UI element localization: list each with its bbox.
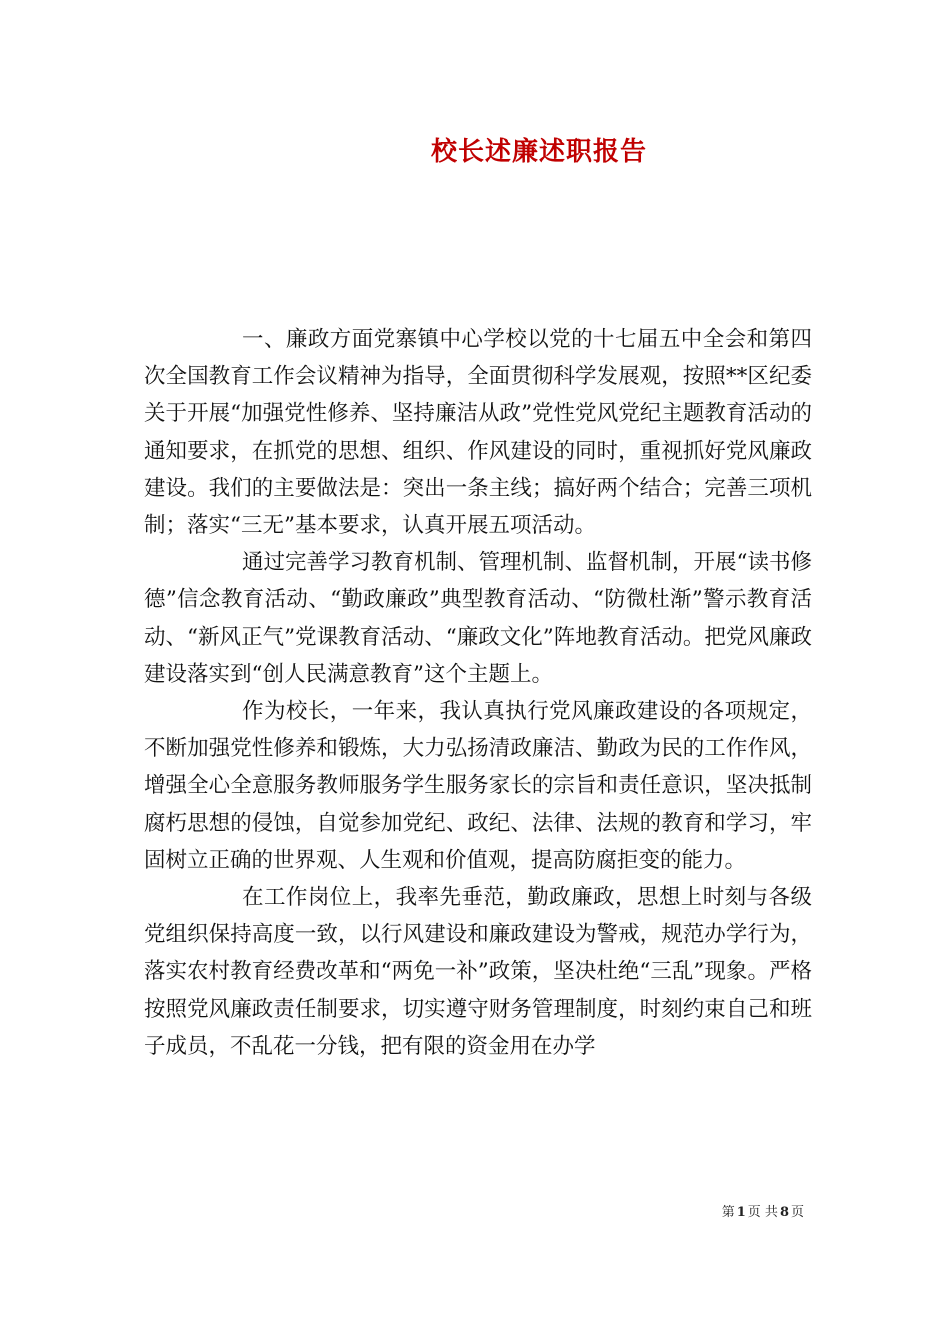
document-body: [144, 321, 812, 1065]
footer-total-pages: 8: [779, 1205, 789, 1220]
paragraph-integrity-work: 一、廉政方面党寨镇中心学校以党的十七届五中全会和第四次全国教育工作会议精神为指导，全面贯彻科学发展观，按照**区纪委关于开展“加强党性修养、坚持廉洁从政”党性党风党纪主题教育活动的通知要求，在抓党的思想、组织、作风建设的同时，重视抓好党风廉政建设。我们的主要做法是：突出一条主线；搞好两个结合；完善三项机制；落实“三无”基本要求，认真开展五项活动。: [144, 327, 812, 539]
footer-middle: 页 共: [747, 1205, 778, 1220]
paragraph-mechanisms: 通过完善学习教育机制、管理机制、监督机制，开展“读书修德”信念教育活动、“勤政廉政”典型教育活动、“防微杜渐”警示教育活动、“新风正气”党课教育活动、“廉政文化”阵地教育活动。把党风廉政建设落实到“创人民满意教育”这个主题上。: [144, 550, 812, 687]
footer-current-page: 1: [736, 1205, 746, 1220]
document-title: 校长述廉述职报告: [430, 137, 647, 167]
paragraph-principal-duties: 作为校长，一年来，我认真执行党风廉政建设的各项规定，不断加强党性修养和锻炼，大力弘扬清政廉洁、勤政为民的工作作风，增强全心全意服务教师服务学生服务家长的宗旨和责任意识，坚决抵制腐朽思想的侵蚀，自觉参加党纪、政纪、法律、法规的教育和学习，牢固树立正确的世界观、人生观和价值观，提高防腐拒变的能力。: [144, 699, 812, 873]
paragraph-work-post: 在工作岗位上，我率先垂范，勤政廉政，思想上时刻与各级党组织保持高度一致，以行风建设和廉政建设为警戒，规范办学行为，落实农村教育经费改革和“两免一补”政策，坚决杜绝“三乱”现象。严格按照党风廉政责任制要求，切实遵守财务管理制度，时刻约束自己和班子成员，不乱花一分钱，把有限的资金用在办学: [144, 885, 812, 1059]
footer-prefix: 第: [721, 1205, 735, 1220]
footer-suffix: 页: [790, 1205, 804, 1220]
page-number-footer: [722, 1204, 804, 1222]
